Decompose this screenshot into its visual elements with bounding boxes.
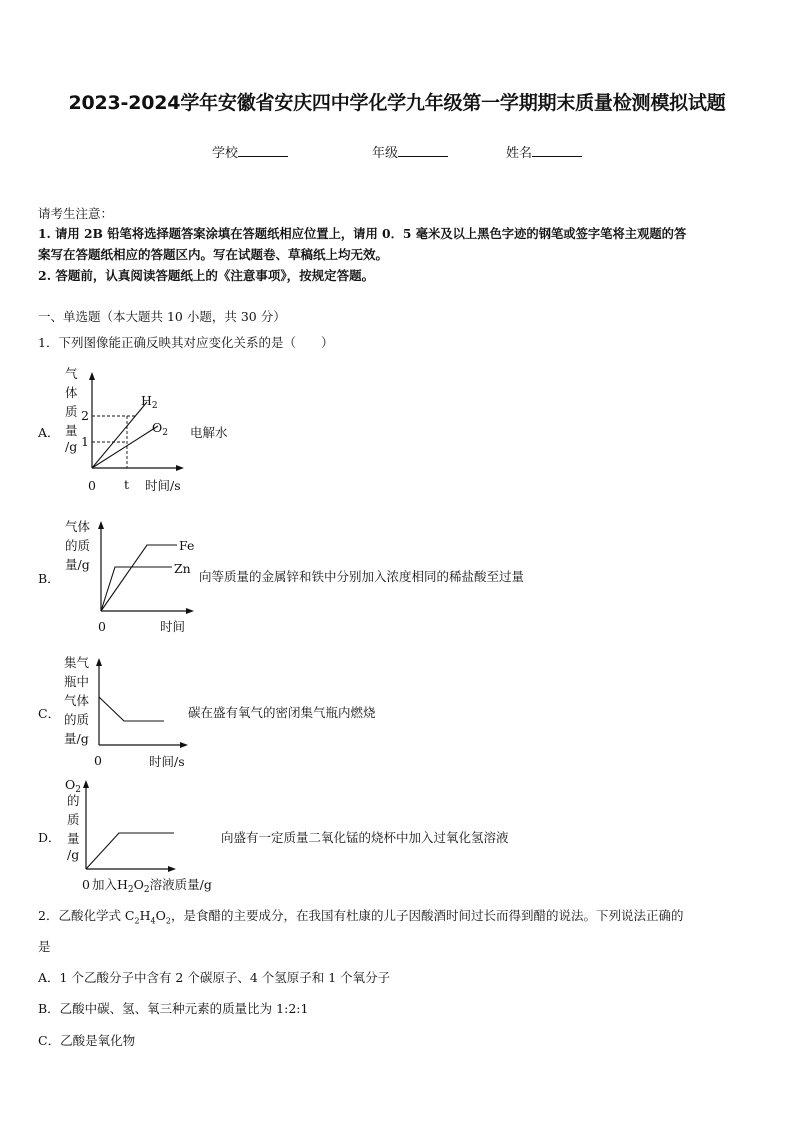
a-origin: 0: [88, 478, 96, 493]
c-y-arrow: [96, 658, 102, 666]
school-field: [212, 142, 288, 161]
grade-label: 年级: [372, 146, 399, 161]
a-ylabel-4: 量: [65, 423, 78, 438]
a-o2-line: [92, 426, 158, 468]
section-heading: 一、单选题（本大题共 10 小题，共 30 分）: [38, 309, 286, 324]
b-origin: 0: [98, 619, 106, 634]
school-label: 学校: [212, 146, 239, 161]
d-origin: 0: [82, 877, 90, 892]
q1-option-a-letter: A．: [38, 425, 60, 440]
a-ylabel-2: 体: [65, 385, 78, 400]
d-ylabel-o2: $O_2$: [65, 777, 81, 795]
a-ylabel-5: /g: [65, 439, 78, 454]
q1-option-c-letter: C．: [38, 706, 61, 721]
d-line: [86, 833, 174, 869]
b-y-arrow: [98, 521, 104, 529]
q2-option-b[interactable]: B．乙酸中碳、氢、氧三种元素的质量比为 1:2:1: [38, 1001, 309, 1016]
notice-item1-line1: 1. 请用 2B 铅笔将选择题答案涂填在答题纸相应位置上，请用 0．5 毫米及以上黑色字迹的钢笔或签字笔将主观题的答: [38, 226, 687, 241]
q1-option-d-letter: D．: [38, 830, 61, 845]
q1-option-b-graph: [62, 515, 202, 640]
d-ylabel-2: 质: [67, 812, 80, 827]
d-ylabel-4: /g: [67, 847, 80, 862]
notice-item2: 2. 答题前，认真阅读答题纸上的《注意事项》，按规定答题。: [38, 268, 375, 283]
a-ytick-2: 2: [81, 408, 89, 423]
name-label: 姓名: [506, 146, 533, 161]
q1-option-b-letter: B．: [38, 571, 60, 586]
c-ylabel-4: 的质: [64, 712, 90, 727]
a-ytick-1: 1: [81, 434, 89, 449]
b-series-zn: Zn: [174, 561, 191, 576]
q1-option-d-desc: 向盛有一定质量二氧化锰的烧杯中加入过氧化氢溶液: [221, 830, 509, 845]
c-ylabel-5: 量/g: [64, 731, 89, 746]
c-ylabel-3: 气体: [64, 693, 90, 708]
c-ylabel-1: 集气: [64, 655, 90, 670]
a-series-h2: $H_2$: [141, 393, 158, 411]
b-ylabel-2: 的质: [65, 538, 91, 553]
c-line: [99, 697, 164, 721]
c-x-arrow: [180, 742, 188, 748]
q1-option-c-graph: [62, 652, 202, 772]
school-blank[interactable]: [238, 144, 288, 157]
c-origin: 0: [94, 753, 102, 768]
grade-field: [372, 142, 448, 161]
notice-item1-line2: 案写在答题纸相应的答题区内。写在试题卷、草稿纸上均无效。: [38, 247, 389, 262]
b-fe-line: [101, 545, 177, 611]
a-ylabel-3: 质: [65, 404, 78, 419]
b-zn-line: [101, 567, 172, 611]
name-field: [506, 142, 582, 161]
c-ylabel-2: 瓶中: [64, 674, 90, 689]
q2-stem: 2．乙酸化学式 $C_2H_4O_2$，是食醋的主要成分，在我国有杜康的儿子因酸酒时间过长而得到醋的说法。下列说法正确的: [38, 908, 684, 926]
a-y-arrow: [89, 372, 95, 380]
a-xtick-t: t: [124, 477, 130, 492]
q2-option-a[interactable]: A．1 个乙酸分子中含有 2 个碳原子、4 个氢原子和 1 个氧分子: [38, 970, 391, 985]
d-x-arrow: [168, 866, 176, 872]
d-y-arrow: [83, 780, 89, 788]
notice-heading: 请考生注意：: [38, 206, 114, 221]
q1-option-a-desc: 电解水: [190, 425, 228, 440]
c-xlabel: 时间/s: [149, 754, 185, 769]
q1-option-d-graph: [62, 772, 232, 897]
a-x-arrow: [176, 465, 184, 471]
b-x-arrow: [186, 608, 194, 614]
a-series-o2: $O_2$: [152, 420, 168, 438]
grade-blank[interactable]: [398, 144, 448, 157]
b-ylabel-1: 气体: [65, 519, 91, 534]
page-title: 2023-2024学年安徽省安庆四中学化学九年级第一学期期末质量检测模拟试题: [68, 92, 726, 114]
d-xlabel: 加入$H_2O_2$溶液质量/g: [92, 877, 212, 895]
q1-option-c-desc: 碳在盛有氧气的密闭集气瓶内燃烧: [188, 705, 376, 720]
q1-option-b-desc: 向等质量的金属锌和铁中分别加入浓度相同的稀盐酸至过量: [199, 569, 525, 584]
q2-stem-line2: 是: [38, 939, 51, 954]
a-h2-line: [92, 402, 147, 468]
name-blank[interactable]: [532, 144, 582, 157]
a-xlabel: 时间/s: [145, 478, 181, 493]
b-series-fe: Fe: [179, 538, 195, 553]
b-ylabel-3: 量/g: [65, 557, 90, 572]
d-ylabel-3: 量: [67, 831, 80, 846]
d-ylabel-1: 的: [67, 793, 80, 808]
b-xlabel: 时间: [160, 619, 186, 634]
a-ylabel-1: 气: [65, 366, 78, 381]
q2-option-c[interactable]: C．乙酸是氧化物: [38, 1033, 136, 1048]
q1-stem: 1．下列图像能正确反映其对应变化关系的是（ ）: [38, 335, 334, 350]
